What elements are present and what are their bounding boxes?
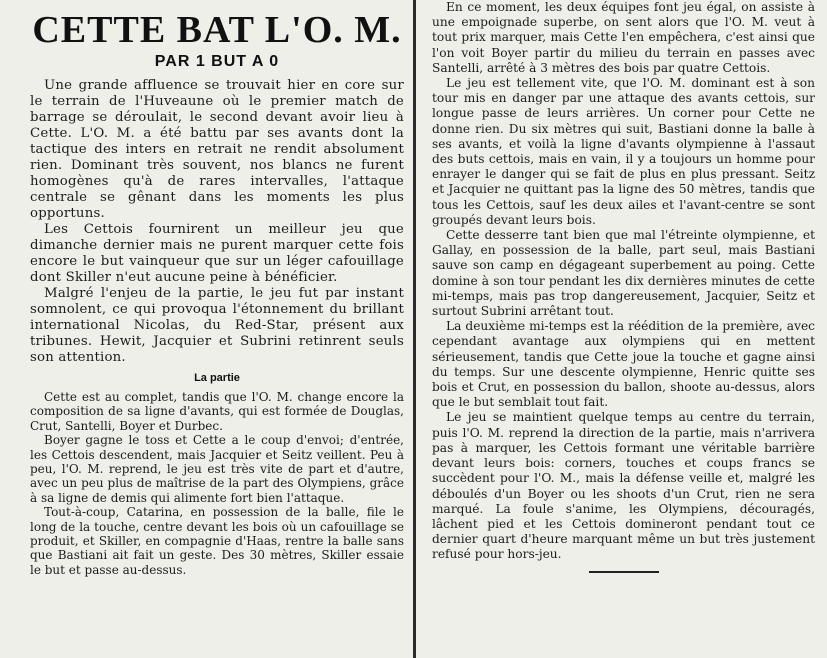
- column-divider: [413, 0, 416, 658]
- section-heading: La partie: [194, 372, 240, 384]
- paragraph: La deuxième mi-temps est la réédition de la première, avec cependant avantage aux olympiens qui en mettent sérieusement, tandis que Cette joue la touche et gagne ainsi du temps. Sur une descente olympienne, Henric quitte ses bois et Crut, en possession du ballon, shoote au-dessus, alors que le but semblait tout fait.: [432, 319, 815, 410]
- end-rule: [589, 571, 659, 575]
- article-subtitle: PAR 1 BUT A 0: [154, 53, 280, 70]
- paragraph: Cette desserre tant bien que mal l'étreinte olympienne, et Gallay, en possession de la balle, part seul, mais Bastiani sauve son camp en dégageant superbement au poing. Cette domine à son tour pendant les dix dernières minutes de cette mi-temps, mais pas trop dangereusement, Jacquier, Seitz et surtout Subrini arrêtant tout.: [432, 228, 815, 319]
- paragraph: Boyer gagne le toss et Cette a le coup d'envoi; d'entrée, les Cettois descendent, mais Jacquier et Seitz veillent. Peu à peu, l'O. M. reprend, le jeu est très vite de part et d'autre, avec un peu plus de maîtrise de la part des Olympiens, grâce à sa ligne de demis qui alimente fort bien l'attaque.: [30, 433, 404, 505]
- paragraph: Le jeu est tellement vite, que l'O. M. dominant est à son tour mis en danger par une attaque des avants cettois, sur longue passe de leurs arrières. Un corner pour Cette ne donne rien. Du six mètres qui suit, Bastiani donne la balle à ses avants, et voilà la ligne d'avants olympienne à l'assaut des buts cettois, mais en vain, il y a toujours un homme pour enrayer le danger qui se fait de plus en plus pressant. Seitz et Jacquier ne quittant pas la ligne des 50 mètres, tandis que tous les Cettois, sauf les deux ailes et l'avant-centre se sont groupés devant leurs bois.: [432, 76, 815, 227]
- left-column: [0, 0, 412, 658]
- paragraph: En ce moment, les deux équipes font jeu égal, on assiste à une empoignade superbe, on sent alors que l'O. M. veut à tout prix marquer, mais Cette l'en empêchera, c'est ainsi que l'on voit Boyer partir du milieu du terrain en passes avec Santelli, arrêté à 3 mètres des bois par quatre Cettois.: [432, 0, 815, 75]
- paragraph: Les Cettois fournirent un meilleur jeu que dimanche dernier mais ne purent marquer cette fois encore le but vainqueur que sur un léger cafouillage dont Skiller n'eut aucune peine à bénéficier.: [30, 222, 404, 285]
- paragraph: Le jeu se maintient quelque temps au centre du terrain, puis l'O. M. reprend la direction de la partie, mais n'arrivera pas à marquer, les Cettois formant une véritable barrière devant leurs bois: corners, touches et coups francs se succèdent pour l'O. M., mais la défense veille et, malgré les déboulés d'un Boyer ou les shoots d'un Crut, rien ne sera marqué. La foule s'anime, les Olympiens, découragés, lâchent pied et les Cettois domineront pendant tout ce dernier quart d'heure marquant même un but très justement refusé pour hors-jeu.: [432, 410, 815, 562]
- paragraph: Cette est au complet, tandis que l'O. M. change encore la composition de sa ligne d'avants, qui est formée de Douglas, Crut, Santelli, Boyer et Durbec.: [30, 390, 404, 433]
- article-title: CETTE BAT L'O. M.: [32, 9, 402, 51]
- paragraph: Tout-à-coup, Catarina, en possession de la balle, file le long de la touche, centre devant les bois où un cafouillage se produit, et Skiller, en compagnie d'Haas, rentre la balle sans que Bastiani ait fait un geste. Des 30 mètres, Skiller essaie le but et passe au-dessus.: [30, 505, 404, 577]
- right-column: [418, 0, 827, 658]
- paragraph: Une grande affluence se trouvait hier en core sur le terrain de l'Huveaune où le premier match de barrage se déroulait, le second devant avoir lieu à Cette. L'O. M. a été battu par ses avants dont la tactique des inters en retrait ne rendit absolument rien. Dominant très souvent, nos blancs ne furent homogènes qu'à de rares intervalles, l'attaque centrale se gênant dans les moments les plus opportuns.: [30, 78, 404, 221]
- paragraph: Malgré l'enjeu de la partie, le jeu fut par instant somnolent, ce qui provoqua l'étonnement du brillant international Nicolas, du Red-Star, présent aux tribunes. Hewit, Jacquier et Subrini retinrent seuls son attention.: [30, 286, 404, 365]
